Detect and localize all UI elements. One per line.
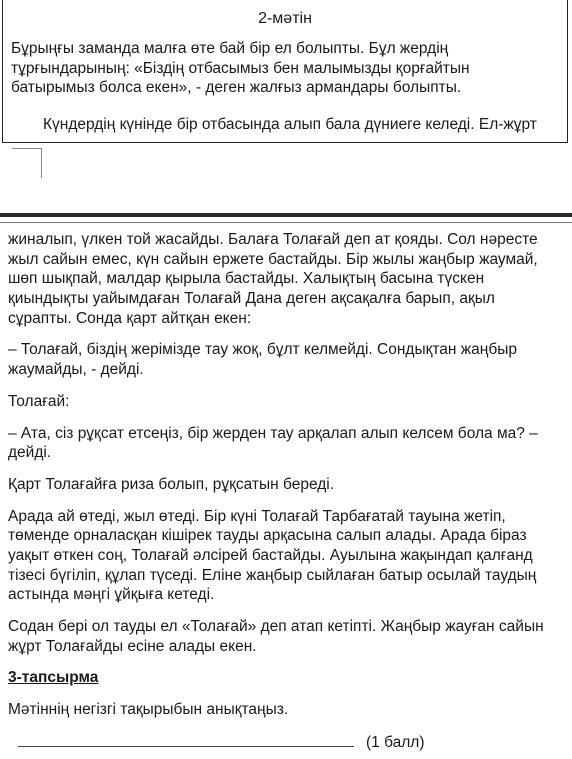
task-heading: 3-тапсырма bbox=[8, 669, 99, 687]
paragraph-line: уақыт өткен соң, Толағай әлсірей бастайды. Ауылына жақындап қалғанд bbox=[8, 546, 533, 564]
paragraph-line: қиындықты уайымдаған Толағай Дана деген ақсақалға барып, ақыл bbox=[8, 290, 495, 308]
task-question: Мәтіннің негізгі тақырыбын анықтаңыз. bbox=[8, 701, 289, 719]
paragraph bbox=[8, 230, 570, 328]
paragraph-line: жыл сайын емес, күн сайын ержете бастайды. Бір жылы жаңбыр жаумай, bbox=[8, 250, 538, 268]
page-separator bbox=[0, 213, 572, 217]
paragraph-line: тұрғындарының: «Біздің отбасымыз бен малымызды қорғайтын bbox=[11, 59, 470, 77]
paragraph bbox=[8, 617, 570, 656]
paragraph bbox=[8, 424, 570, 463]
points-label: (1 балл) bbox=[366, 734, 425, 751]
paragraph-line: жаумайды, - дейді. bbox=[8, 361, 144, 379]
paragraph-line: Бұрыңғы заманда малға өте бай бір ел болыпты. Бұл жердің bbox=[11, 40, 449, 57]
page-separator-thin bbox=[0, 222, 572, 223]
paragraph-line: батырымыз болса екен», - деген жалғыз армандары болыпты. bbox=[11, 79, 462, 96]
paragraph-line: астында мәңгі ұйқыға кетеді. bbox=[8, 586, 215, 604]
paragraph-line: Қарт Толағайға риза болып, рұқсатын береді. bbox=[8, 475, 335, 493]
indented-paragraph-line: Күндердің күнінде бір отбасында алып бала дүниеге келеді. Ел-жұрт bbox=[43, 116, 537, 133]
paragraph-line: жиналып, үлкен той жасайды. Балаға Толағай деп ат қояды. Сол нәресте bbox=[8, 231, 538, 248]
paragraph-line: сұрапты. Сонда қарт айтқан екен: bbox=[8, 309, 252, 327]
page1-frame bbox=[2, 0, 568, 143]
intro-paragraph bbox=[11, 39, 561, 98]
page-corner-mark bbox=[12, 148, 42, 178]
paragraph bbox=[8, 340, 570, 379]
paragraph-line: Содан бері ол тауды ел «Толағай» деп атап кетіпті. Жаңбыр жауған сайын bbox=[8, 618, 544, 635]
paragraph bbox=[8, 392, 570, 412]
text-title: 2-мәтін bbox=[258, 10, 312, 27]
paragraph-line: төменде орналасқан кішірек тауды арқасына салып алады. Арада біраз bbox=[8, 527, 527, 545]
paragraph bbox=[8, 507, 570, 605]
paragraph-line: Толағай: bbox=[8, 392, 70, 410]
paragraph-line: дейді. bbox=[8, 444, 52, 462]
paragraph-line: жұрт Толағайды есіне алады екен. bbox=[8, 637, 257, 655]
paragraph bbox=[8, 475, 570, 495]
paragraph-line: шөп шықпай, малдар қырыла бастайды. Халықтың басына түскен bbox=[8, 270, 485, 288]
paragraph-line: – Толағай, біздің жерімізде тау жоқ, бұлт келмейді. Сондықтан жаңбыр bbox=[8, 341, 517, 359]
answer-blank-line[interactable] bbox=[18, 746, 354, 747]
paragraph-line: тізесі бүгіліп, құлап түседі. Еліне жаңбыр сыйлаған батыр осылай таудың bbox=[8, 566, 537, 584]
paragraph-line: Арада ай өтеді, жыл өтеді. Бір күні Толағай Тарбағатай тауына жетіп, bbox=[8, 507, 506, 525]
story-body bbox=[8, 230, 570, 720]
paragraph-line: – Ата, сіз рұқсат етсеңіз, бір жерден тау арқалап алып келсем бола ма? – bbox=[8, 424, 538, 442]
